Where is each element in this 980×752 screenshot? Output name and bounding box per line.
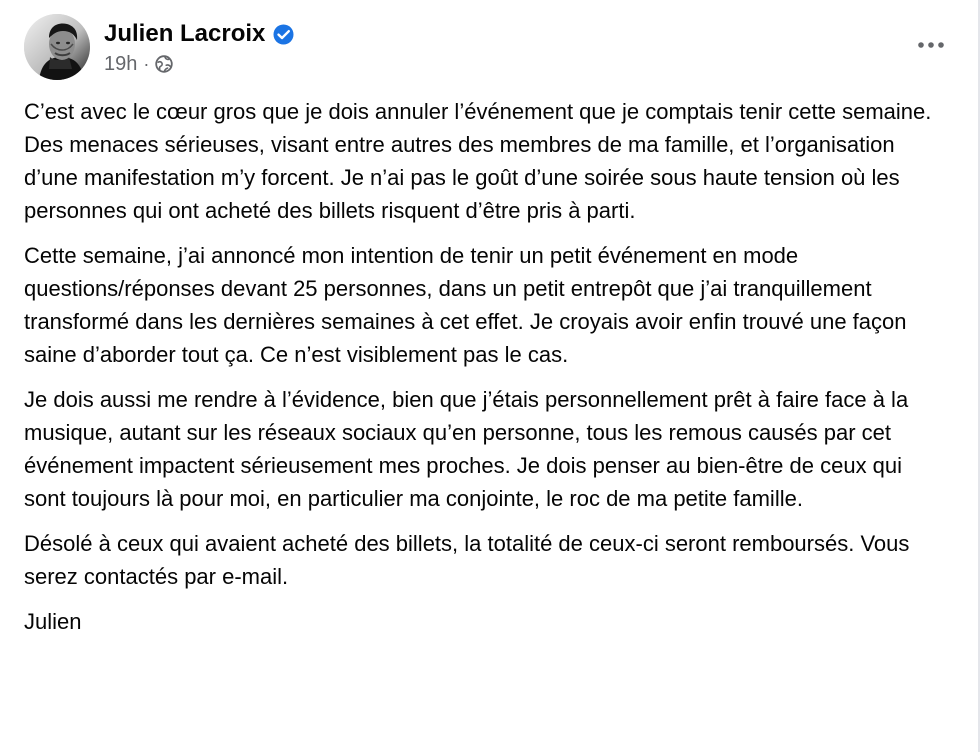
more-options-icon xyxy=(916,40,946,50)
author-name[interactable]: Julien Lacroix xyxy=(104,20,266,47)
verified-badge-icon xyxy=(273,24,294,45)
post-paragraph: Cette semaine, j’ai annoncé mon intention de tenir un petit événement en mode questions/réponses devant 25 personnes, dans un petit entrepôt que j’ai tranquillement transformé dans les dernières semaines à cet effet. Je croyais avoir enfin trouvé une façon saine d’aborder tout ça. Ce n’est visiblement pas le cas. xyxy=(24,243,907,367)
post-header xyxy=(24,14,294,82)
post-signature: Julien xyxy=(24,609,82,634)
globe-icon[interactable] xyxy=(155,55,173,73)
author-row xyxy=(104,18,294,50)
post-meta xyxy=(104,14,294,78)
post-paragraph: Désolé à ceux qui avaient acheté des billets, la totalité de ceux-ci seront remboursés. Vous serez contactés par e-mail. xyxy=(24,531,910,589)
author-avatar[interactable] xyxy=(24,14,90,80)
more-options-button[interactable] xyxy=(912,28,950,62)
post-paragraph: C’est avec le cœur gros que je dois annuler l’événement que je comptais tenir cette semaine. Des menaces sérieuses, visant entre autres des membres de ma famille, et l’organisation d’une manifestation m’y forcent. Je n’ai pas le goût d’une soirée sous haute tension où les personnes qui ont acheté des billets risquent d’être pris à parti. xyxy=(24,99,932,223)
post-time-row xyxy=(104,50,294,78)
avatar-image xyxy=(24,14,90,80)
post-timestamp[interactable]: 19h xyxy=(104,53,138,75)
post-paragraph: Je dois aussi me rendre à l’évidence, bien que j’étais personnellement prêt à faire face à la musique, autant sur les réseaux sociaux qu’en personne, tous les remous causés par cet événement impactent sérieusement mes proches. Je dois penser au bien-être de ceux qui sont toujours là pour moi, en particulier ma conjointe, le roc de ma petite famille. xyxy=(24,387,909,511)
meta-separator: · xyxy=(143,54,150,74)
post-message xyxy=(24,95,944,638)
